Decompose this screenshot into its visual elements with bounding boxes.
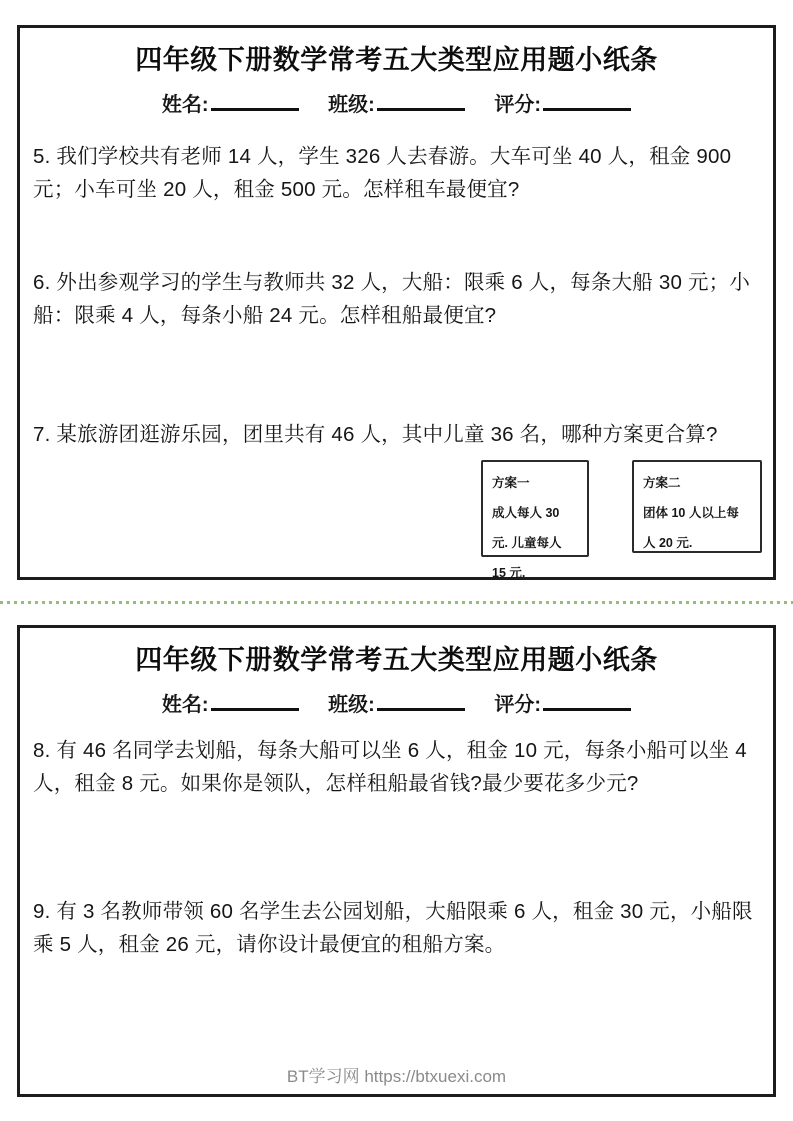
worksheet-card-top [17,25,776,580]
cut-separator [0,580,793,625]
worksheet-title: 四年级下册数学常考五大类型应用题小纸条 [135,645,658,675]
question-6: 6. 外出参观学习的学生与教师共 32 人，大船：限乘 6 人，每条大船 30 元；小船：限乘 4 人，每条小船 24 元。怎样租船最便宜? [33,271,751,327]
score-field [494,92,631,118]
plans-row [20,460,773,580]
question-9: 9. 有 3 名教师带领 60 名学生去公园划船，大船限乘 6 人，租金 30 元，小船限乘 5 人，租金 26 元，请你设计最便宜的租船方案。 [33,900,753,956]
plan-two-body: 团体 10 人以上每人 20 元. [643,506,739,550]
header-fields-row [20,692,773,718]
plan-box-two [632,460,762,553]
score-field-blank [543,94,631,111]
name-field-label: 姓名: [161,694,209,716]
name-field-blank [211,694,299,711]
worksheet-card-bottom [17,625,776,1097]
question-7: 7. 某旅游团逛游乐园，团里共有 46 人，其中儿童 36 名，哪种方案更合算? [33,423,718,446]
plan-two-title: 方案二 [643,476,681,490]
header-fields-row [20,92,773,118]
score-field [494,692,631,718]
worksheet-title: 四年级下册数学常考五大类型应用题小纸条 [135,45,658,75]
plan-box-one [481,460,589,580]
name-field-blank [211,94,299,111]
question-5: 5. 我们学校共有老师 14 人，学生 326 人去春游。大车可坐 40 人，租金 900 元；小车可坐 20 人，租金 500 元。怎样租车最便宜? [33,145,732,201]
name-field [162,92,299,118]
class-field-blank [377,94,465,111]
score-field-blank [543,694,631,711]
name-field [162,692,299,718]
score-field-label: 评分: [494,694,542,716]
class-field [328,692,465,718]
class-field-label: 班级: [328,694,375,716]
plan-one-title: 方案一 [492,476,530,490]
dotted-line [0,601,793,604]
plan-one-body: 成人每人 30 元. 儿童每人 15 元. [492,506,562,580]
question-8: 8. 有 46 名同学去划船，每条大船可以坐 6 人，租金 10 元，每条小船可以坐 4 人，租金 8 元。如果你是领队，怎样租船最省钱?最少要花多少元? [33,739,747,795]
class-field-label: 班级: [328,94,375,116]
class-field [328,92,465,118]
name-field-label: 姓名: [161,94,209,116]
score-field-label: 评分: [494,94,542,116]
class-field-blank [377,694,465,711]
footer-site-text: BT学习网 https://btxuexi.com [286,1067,507,1086]
